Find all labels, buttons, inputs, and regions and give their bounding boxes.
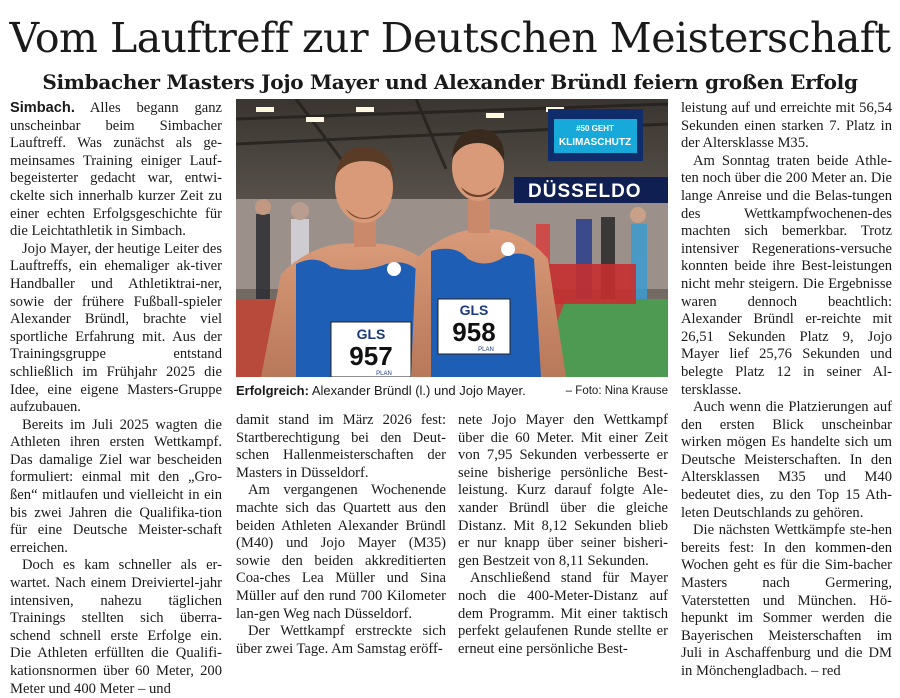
sign-small-text: #50 GEHT xyxy=(576,124,614,133)
article-paragraph: leistung auf und erreichte mit 56,54 Sekunden einen starken 7. Platz in der Altersklasse M35. xyxy=(681,100,892,152)
bib-number-right: 958 xyxy=(452,317,496,347)
banner-text: DÜSSELDO xyxy=(528,181,642,202)
article-paragraph: Anschließend stand für Mayer noch die 400-Meter-Distanz auf dem Programm. Mit einer taktisch perfekt gelaufenen Runde stellte er erneut eine persönliche Best- xyxy=(458,570,668,657)
photo-caption xyxy=(236,382,668,402)
photo-credit: – Foto: Nina Krause xyxy=(565,385,668,397)
article-column-3 xyxy=(458,412,668,658)
article-paragraph: Bereits im Juli 2025 wagten die Athleten ihren ersten Wettkampf. Das damalige Ziel war bescheiden formuliert: einmal mit den „Gro-ßen“ mitlaufen und vielleicht in ein bis zwei Jahren die Qualifika-tion für eine Deutsche Meister-schaft erreichen. xyxy=(10,416,222,556)
caption-lead: Erfolgreich: xyxy=(236,383,309,398)
article-subheadline: Simbacher Masters Jojo Mayer und Alexander Bründl feiern großen Erfolg xyxy=(42,70,858,94)
article-paragraph: Der Wettkampf erstreckte sich über zwei Tage. Am Samstag eröff- xyxy=(236,623,446,657)
bib-number-left: 957 xyxy=(349,341,393,371)
sign-big-text: KLIMASCHUTZ xyxy=(558,137,632,148)
article-paragraph: Doch es kam schneller als er-wartet. Nach einem Dreiviertel-jahr intensiven, nahezu täglichen Trainings stellten sich überra-schend schnell erste Erfolge ein. Die Athleten erfüllten die Qualifi-kationsnormen über 60 Meter, 200 Meter und 400 Meter – und xyxy=(10,557,222,697)
article-photo xyxy=(236,99,668,377)
article-paragraph: Auch wenn die Platzierungen auf den ersten Blick unscheinbar wirken mögen Es handelte sich um Deutsche Meisterschaften. In den Altersklassen M35 und M40 bedeutet dies, zu den Top 15 Ath-leten Deutschlands zu gehören. xyxy=(681,399,892,521)
city-banner xyxy=(514,177,668,203)
article-column-2 xyxy=(236,412,446,658)
bib-sponsor-left: GLS xyxy=(356,326,386,342)
article-paragraph: Am vergangenen Wochenende machte sich das Quartett aus den beiden Athleten Alexander Bründl (M40) und Jojo Mayer (M35) sowie den beiden akkreditierten Coa-ches Lea Müller und Sina Müller auf den rund 700 Kilometer lan-gen Weg nach Düsseldorf. xyxy=(236,482,446,622)
article-paragraph: Jojo Mayer, der heutige Leiter des Lauftreffs, ein ehemaliger ak-tiver Handballer und Athletiktrai-ner, sowie der frühere Fußball-spieler Alexander Bründl, brachte viel sportliche Erfahrung mit. Aus der Trainingsgruppe entstand schließlich im Frühjahr 2025 die Idee, eine eigene Masters-Gruppe aufzubauen. xyxy=(10,240,222,416)
paragraph-text: Alles begann ganz unscheinbar beim Simbacher Lauftreff. Was zunächst als ge-meinsames Training einiger Lauf-begeisterter gedacht war, entwi-ckelte sich innerhalb kurzer Zeit zu einer echten Erfolgsgeschichte für die Leichtathletik in Simbach. xyxy=(10,100,222,240)
klimaschutz-sign xyxy=(548,109,643,161)
article-paragraph xyxy=(10,100,222,241)
bib-sub-left: PLAN xyxy=(376,371,392,377)
article-paragraph: damit stand im März 2026 fest: Startberechtigung bei den Deut-schen Hallenmeisterschaften der Masters in Düsseldorf. xyxy=(236,412,446,481)
article-paragraph: Am Sonntag traten beide Athle-ten noch über die 200 Meter an. Die lange Anreise und die Belas-tungen des Wettkampfwochenen-des machten sich bemerkbar. Trotz intensiver Regenerations-versuche konnten beide ihre Best-leistungen nicht mehr steigern. Die Ergebnisse waren dennoch beachtlich: Alexander Bründl er-reichte mit 26,51 Sekunden Platz 9, Jojo Mayer lief 25,76 Sekunden und belegte Platz 12 in seiner Al-tersklasse. xyxy=(681,152,892,398)
bib-sponsor-right: GLS xyxy=(459,302,489,318)
article-paragraph: Die nächsten Wettkämpfe ste-hen bereits fest: In den kommen-den Wochen geht es für die Sim-bacher Masters nach Germering, Vaterstetten und München. Hö-hepunkt im Sommer werden die Bayerischen Meisterschaften im Juli in Aschaffenburg und die DM in Mönchengladbach. – red xyxy=(681,522,892,679)
bib-sub-right: PLAN xyxy=(478,347,494,353)
dateline: Simbach. xyxy=(10,100,75,116)
caption-text: Alexander Bründl (l.) und Jojo Mayer. xyxy=(308,383,526,398)
article-column-4 xyxy=(681,100,892,681)
article-paragraph: nete Jojo Mayer den Wettkampf über die 60 Meter. Mit einer Zeit von 7,95 Sekunden verbesserte er seine bisherige persönliche Best-leistung. Kurz darauf folgte Ale-xander Bründl über die gleiche Distanz. Mit 8,12 Sekunden blieb er nur knapp über seiner bisheri-gen Bestzeit von 8,11 Sekunden. xyxy=(458,412,668,569)
article-column-1 xyxy=(10,100,222,698)
article-headline: Vom Lauftreff zur Deutschen Meisterschaft xyxy=(9,14,891,62)
